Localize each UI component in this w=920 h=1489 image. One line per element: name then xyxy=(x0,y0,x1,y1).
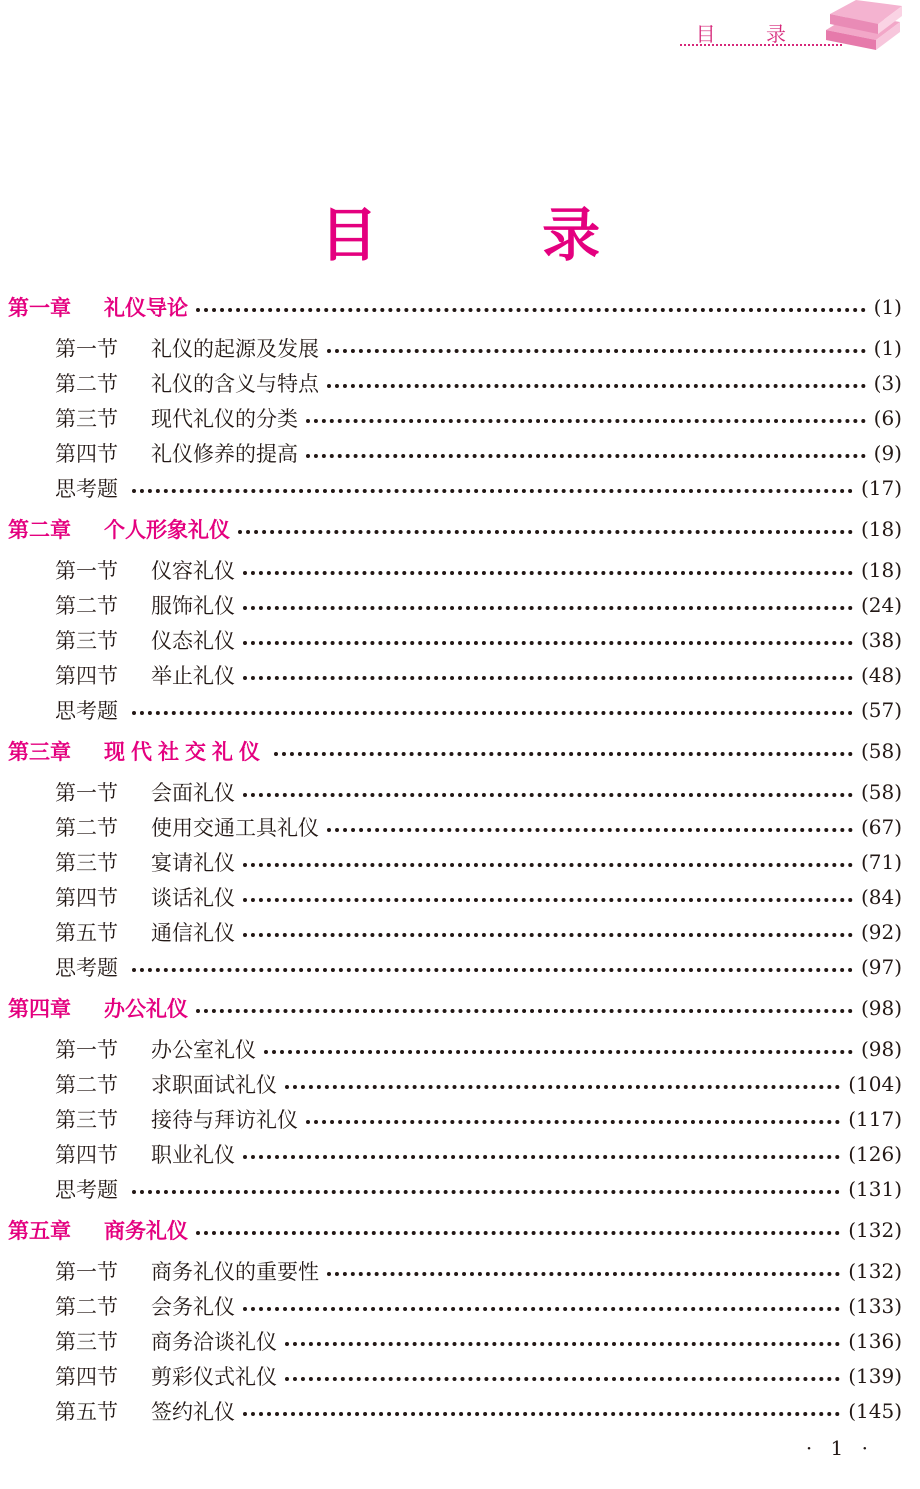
toc-entry-number: 第四节 xyxy=(55,1143,118,1167)
toc-section-row[interactable] xyxy=(55,401,902,435)
toc-page-number: (1) xyxy=(873,295,902,319)
page-number: · 1 · xyxy=(805,1436,874,1460)
toc-page-number: (136) xyxy=(848,1329,902,1353)
toc-leader-dots xyxy=(243,898,853,902)
toc-leader-dots xyxy=(243,933,853,937)
toc-entry-title: 商务礼仪 xyxy=(104,1219,188,1243)
toc-chapter-row[interactable] xyxy=(8,290,902,324)
toc-page-number: (104) xyxy=(848,1072,902,1096)
toc-page-number: (84) xyxy=(860,885,902,909)
toc-page-number: (98) xyxy=(860,1037,902,1061)
toc-section-row[interactable] xyxy=(55,1102,902,1136)
toc-entry-title: 礼仪的起源及发展 xyxy=(151,337,319,361)
toc-section-row[interactable] xyxy=(55,553,902,587)
toc-entry-number: 第五章 xyxy=(8,1219,71,1243)
toc-page-number: (132) xyxy=(848,1259,902,1283)
toc-leader-dots xyxy=(274,752,853,756)
toc-entry-title: 职业礼仪 xyxy=(151,1143,235,1167)
toc-page-number: (58) xyxy=(860,780,902,804)
toc-exercise-row[interactable] xyxy=(55,693,902,727)
toc-entry-title: 现代礼仪的分类 xyxy=(151,407,298,431)
toc-entry-number: 第四节 xyxy=(55,442,118,466)
running-header xyxy=(680,0,920,60)
toc-section-row[interactable] xyxy=(55,845,902,879)
toc-entry-number: 第五节 xyxy=(55,921,118,945)
toc-page-number: (57) xyxy=(860,698,902,722)
toc-leader-dots xyxy=(196,1009,853,1013)
toc-entry-number: 第四章 xyxy=(8,997,71,1021)
toc-entry-title: 商务礼仪的重要性 xyxy=(151,1260,319,1284)
toc-entry-number: 第二节 xyxy=(55,1295,118,1319)
toc-chapter-row[interactable] xyxy=(8,1213,902,1247)
toc-leader-dots xyxy=(306,454,866,458)
toc-section-row[interactable] xyxy=(55,1032,902,1066)
toc-section-row[interactable] xyxy=(55,1067,902,1101)
toc-entry-title: 商务洽谈礼仪 xyxy=(151,1330,277,1354)
toc-section-row[interactable] xyxy=(55,1254,902,1288)
toc-section-row[interactable] xyxy=(55,775,902,809)
toc-leader-dots xyxy=(132,489,853,493)
toc-exercise-row[interactable] xyxy=(55,471,902,505)
toc-leader-dots xyxy=(132,1190,840,1194)
toc-page-number: (97) xyxy=(860,955,902,979)
toc-page-number: (132) xyxy=(848,1218,902,1242)
toc-page-number: (18) xyxy=(860,558,902,582)
toc-entry-title: 求职面试礼仪 xyxy=(151,1073,277,1097)
toc-section-row[interactable] xyxy=(55,810,902,844)
toc-section-row[interactable] xyxy=(55,1289,902,1323)
toc-entry-number: 第三节 xyxy=(55,1330,118,1354)
toc-leader-dots xyxy=(243,1412,840,1416)
toc-leader-dots xyxy=(327,384,866,388)
toc-entry-title: 举止礼仪 xyxy=(151,664,235,688)
toc-entry-title: 签约礼仪 xyxy=(151,1400,235,1424)
toc-leader-dots xyxy=(243,641,853,645)
toc-entry-title: 礼仪修养的提高 xyxy=(151,442,298,466)
toc-leader-dots xyxy=(132,968,853,972)
toc-entry-title: 礼仪导论 xyxy=(104,296,188,320)
toc-chapter-row[interactable] xyxy=(8,512,902,546)
toc-section-row[interactable] xyxy=(55,880,902,914)
toc-entry-title: 谈话礼仪 xyxy=(151,886,235,910)
toc-entry-title: 现代社交礼仪 xyxy=(104,740,266,764)
toc-leader-dots xyxy=(196,1231,840,1235)
toc-entry-title: 使用交通工具礼仪 xyxy=(151,816,319,840)
toc-leader-dots xyxy=(327,1272,840,1276)
toc-page-number: (71) xyxy=(860,850,902,874)
toc-page-number: (92) xyxy=(860,920,902,944)
toc-entry-title: 剪彩仪式礼仪 xyxy=(151,1365,277,1389)
toc-entry-number: 第二节 xyxy=(55,816,118,840)
toc-entry-title: 办公礼仪 xyxy=(104,997,188,1021)
toc-section-row[interactable] xyxy=(55,331,902,365)
toc-entry-number: 第一节 xyxy=(55,781,118,805)
toc-leader-dots xyxy=(196,308,866,312)
toc-entry-number: 第二节 xyxy=(55,1073,118,1097)
toc-entry-number: 第二章 xyxy=(8,518,71,542)
toc-section-row[interactable] xyxy=(55,915,902,949)
toc-page-number: (58) xyxy=(860,739,902,763)
toc-leader-dots xyxy=(243,793,853,797)
toc-page-number: (126) xyxy=(848,1142,902,1166)
toc-section-row[interactable] xyxy=(55,1324,902,1358)
toc-entry-number: 第三节 xyxy=(55,1108,118,1132)
toc-page-number: (1) xyxy=(873,336,902,360)
toc-leader-dots xyxy=(132,711,853,715)
toc-page-number: (145) xyxy=(848,1399,902,1423)
toc-entry-title: 思考题 xyxy=(55,1178,118,1202)
toc-entry-title: 服饰礼仪 xyxy=(151,594,235,618)
toc-page-number: (133) xyxy=(848,1294,902,1318)
toc-section-row[interactable] xyxy=(55,366,902,400)
toc-page-number: (98) xyxy=(860,996,902,1020)
toc-entry-title: 宴请礼仪 xyxy=(151,851,235,875)
toc-leader-dots xyxy=(243,1155,840,1159)
toc-entry-title: 仪态礼仪 xyxy=(151,629,235,653)
toc-entry-title: 接待与拜访礼仪 xyxy=(151,1108,298,1132)
toc-entry-number: 第四节 xyxy=(55,664,118,688)
toc-entry-number: 第三章 xyxy=(8,740,71,764)
toc-entry-number: 第三节 xyxy=(55,629,118,653)
toc-page-number: (3) xyxy=(873,371,902,395)
toc-entry-number: 第一章 xyxy=(8,296,71,320)
toc-leader-dots xyxy=(243,571,853,575)
toc-entry-number: 第五节 xyxy=(55,1400,118,1424)
toc-section-row[interactable] xyxy=(55,623,902,657)
toc-leader-dots xyxy=(285,1342,840,1346)
toc-section-row[interactable] xyxy=(55,658,902,692)
toc-entry-number: 第二节 xyxy=(55,594,118,618)
toc-section-row[interactable] xyxy=(55,1359,902,1393)
toc-section-row[interactable] xyxy=(55,1137,902,1171)
toc-leader-dots xyxy=(306,419,866,423)
toc-page-number: (9) xyxy=(873,441,902,465)
toc-exercise-row[interactable] xyxy=(55,1172,902,1206)
toc-page-number: (17) xyxy=(860,476,902,500)
toc-chapter-row[interactable] xyxy=(8,991,902,1025)
toc-entry-title: 会面礼仪 xyxy=(151,781,235,805)
toc-entry-number: 第一节 xyxy=(55,337,118,361)
toc-entry-number: 第二节 xyxy=(55,372,118,396)
toc-entry-title: 礼仪的含义与特点 xyxy=(151,372,319,396)
toc-chapter-row[interactable] xyxy=(8,734,902,768)
toc-section-row[interactable] xyxy=(55,588,902,622)
toc-leader-dots xyxy=(243,1307,840,1311)
toc-exercise-row[interactable] xyxy=(55,950,902,984)
toc-page-number: (24) xyxy=(860,593,902,617)
toc-entry-title: 通信礼仪 xyxy=(151,921,235,945)
toc-leader-dots xyxy=(264,1050,853,1054)
toc-leader-dots xyxy=(243,606,853,610)
toc-leader-dots xyxy=(243,863,853,867)
toc-entry-title: 思考题 xyxy=(55,956,118,980)
toc-leader-dots xyxy=(243,676,853,680)
toc-entry-title: 思考题 xyxy=(55,699,118,723)
toc-page-number: (38) xyxy=(860,628,902,652)
toc-entry-number: 第一节 xyxy=(55,559,118,583)
toc-entry-title: 会务礼仪 xyxy=(151,1295,235,1319)
toc-entry-title: 办公室礼仪 xyxy=(151,1038,256,1062)
toc-leader-dots xyxy=(327,828,853,832)
toc-entry-title: 思考题 xyxy=(55,477,118,501)
running-header-label: 目 录 xyxy=(695,22,808,46)
toc-entry-number: 第四节 xyxy=(55,1365,118,1389)
toc-leader-dots xyxy=(327,349,866,353)
toc-entry-number: 第一节 xyxy=(55,1038,118,1062)
toc-page-number: (131) xyxy=(848,1177,902,1201)
toc-entry-title: 仪容礼仪 xyxy=(151,559,235,583)
toc-section-row[interactable] xyxy=(55,1394,902,1428)
toc-page-number: (139) xyxy=(848,1364,902,1388)
toc-entry-number: 第三节 xyxy=(55,851,118,875)
toc-entry-title: 个人形象礼仪 xyxy=(104,518,230,542)
toc-page-number: (48) xyxy=(860,663,902,687)
toc-page-number: (6) xyxy=(873,406,902,430)
toc-leader-dots xyxy=(285,1085,840,1089)
toc-page-number: (18) xyxy=(860,517,902,541)
page-title: 目 录 xyxy=(319,201,673,269)
toc-leader-dots xyxy=(238,530,853,534)
toc-section-row[interactable] xyxy=(55,436,902,470)
toc-leader-dots xyxy=(306,1120,840,1124)
book-icon xyxy=(816,0,904,58)
toc-page-number: (117) xyxy=(848,1107,902,1131)
toc-entry-number: 第三节 xyxy=(55,407,118,431)
toc-leader-dots xyxy=(285,1377,840,1381)
toc-page-number: (67) xyxy=(860,815,902,839)
toc-entry-number: 第一节 xyxy=(55,1260,118,1284)
toc-entry-number: 第四节 xyxy=(55,886,118,910)
